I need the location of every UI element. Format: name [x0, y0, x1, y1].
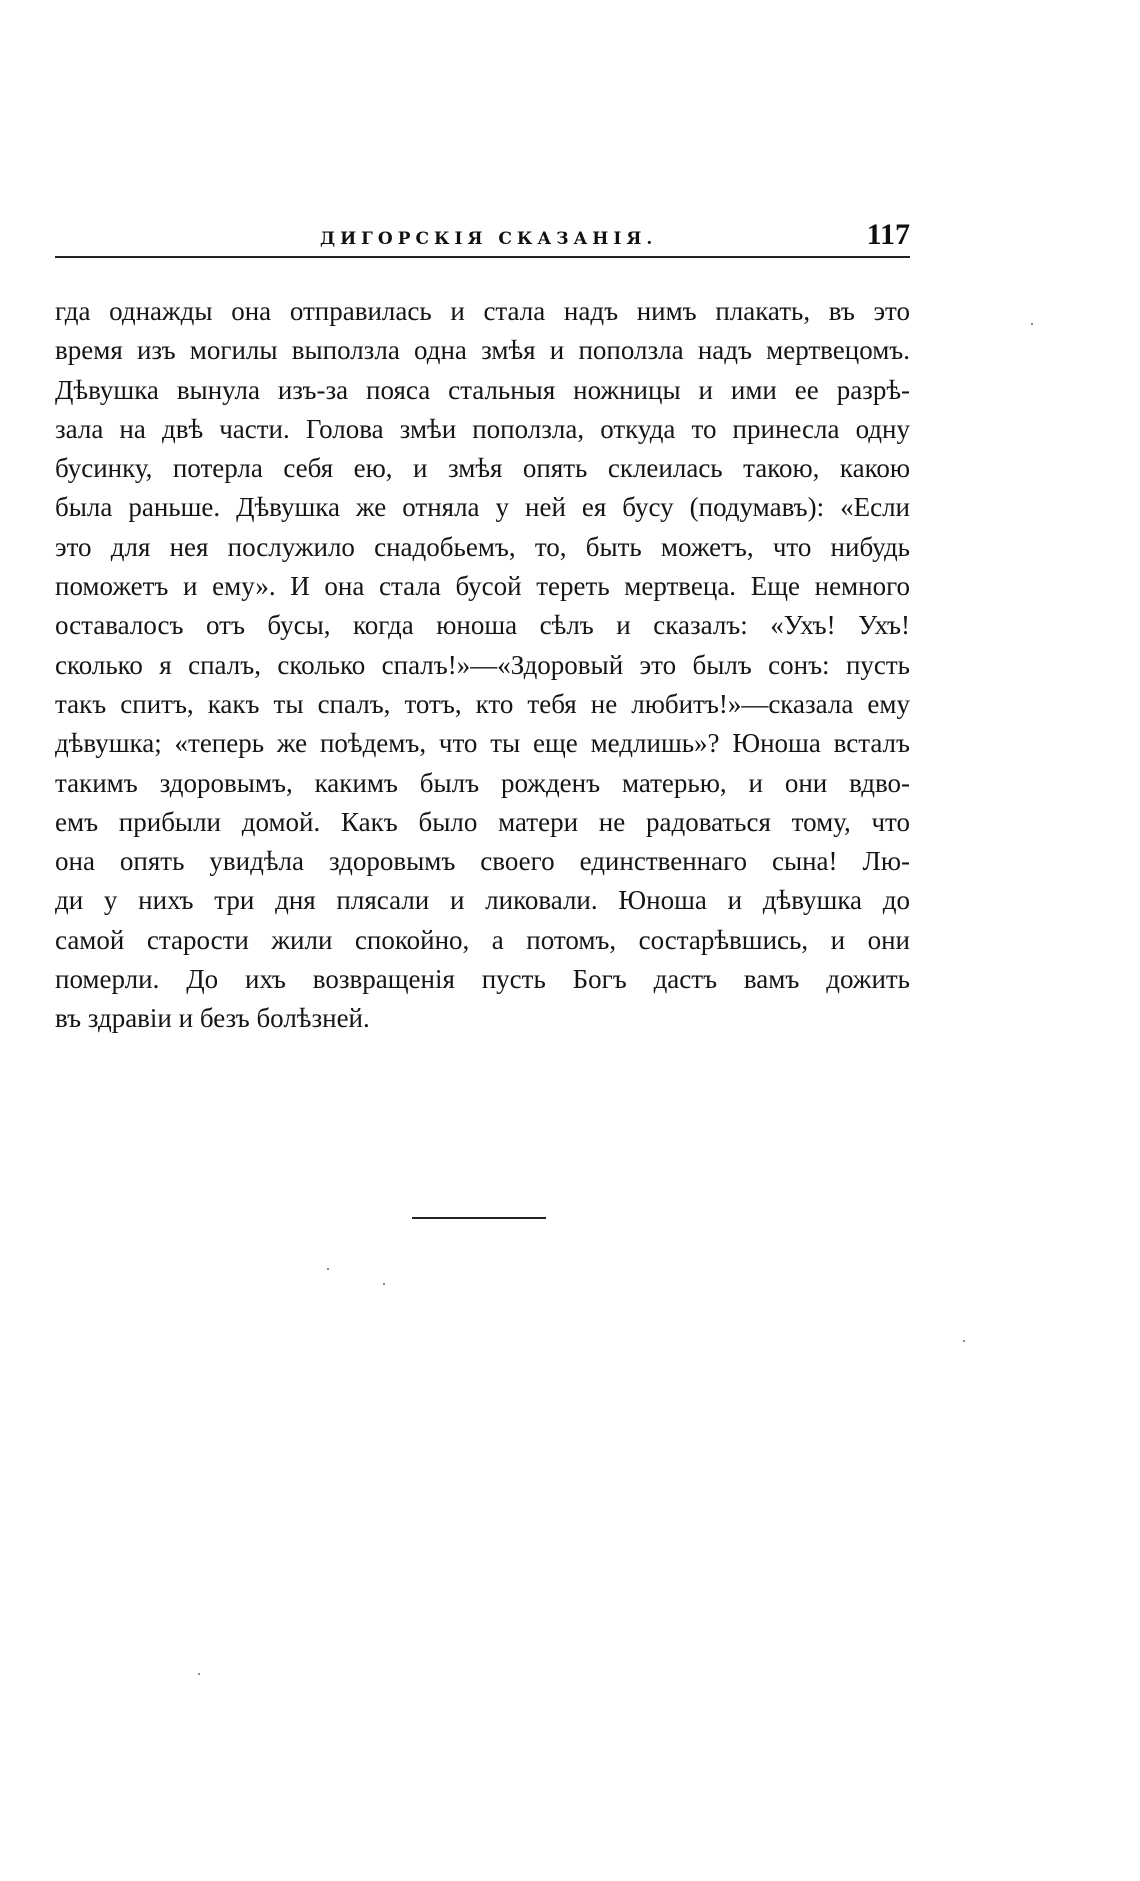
text-line: была раньше. Дѣвушка же отняла у ней ея бусу (подумавъ): «Если	[55, 492, 910, 523]
text-line: дѣвушка; «теперь же поѣдемъ, что ты еще медлишь»? Юноша всталъ	[55, 728, 910, 759]
text-line: Дѣвушка вынула изъ-за пояса стальныя ножницы и ими ее разрѣ-	[55, 374, 910, 405]
text-line: гда однажды она отправилась и стала надъ нимъ плакать, въ это	[55, 296, 910, 326]
text-line: это для нея послужило снадобьемъ, то, быть можетъ, что нибудь	[55, 531, 910, 562]
text-line: такимъ здоровымъ, какимъ былъ рожденъ матерью, и они вдво-	[55, 767, 910, 798]
text-line: сколько я спалъ, сколько спалъ!»—«Здоровый это былъ сонъ: пусть	[55, 649, 910, 680]
text-line: померли. До ихъ возвращенія пусть Богъ дастъ вамъ дожить	[55, 964, 910, 995]
text-line: оставалосъ отъ бусы, когда юноша сѣлъ и сказалъ: «Ухъ! Ухъ!	[55, 610, 910, 641]
scan-speck	[383, 1283, 385, 1285]
text-line: поможетъ и ему». И она стала бусой тереть мертвеца. Еще немного	[55, 571, 910, 602]
scan-speck	[198, 1673, 200, 1675]
scan-speck	[327, 1268, 329, 1270]
end-rule	[412, 1217, 546, 1219]
text-line: бусинку, потерла себя ею, и змѣя опять склеилась такою, какою	[55, 453, 910, 484]
text-line: ди у нихъ три дня плясали и ликовали. Юноша и дѣвушка до	[55, 885, 910, 916]
body-text	[55, 292, 910, 1039]
text-line: зала на двѣ части. Голова змѣи поползла, откуда то принесла одну	[55, 413, 910, 444]
text-line: емъ прибыли домой. Какъ было матери не радоваться тому, что	[55, 806, 910, 837]
text-line: самой старости жили спокойно, а потомъ, состарѣвшись, и они	[55, 924, 910, 955]
text-line-last: въ здравіи и безъ болѣзней.	[55, 1003, 370, 1034]
text-line: она опять увидѣла здоровымъ своего единственнаго сына! Лю-	[55, 846, 910, 877]
text-line: такъ спитъ, какъ ты спалъ, тотъ, кто тебя не любитъ!»—сказала ему	[55, 688, 910, 719]
running-title: ДИГОРСКІЯ СКАЗАНІЯ.	[320, 229, 658, 249]
header-rule	[55, 256, 910, 258]
page-number: 117	[866, 218, 910, 251]
running-head	[55, 218, 910, 258]
scan-speck	[963, 1340, 965, 1342]
scan-speck	[1031, 323, 1033, 325]
text-line: время изъ могилы выползла одна змѣя и поползла надъ мертвецомъ.	[55, 335, 910, 366]
